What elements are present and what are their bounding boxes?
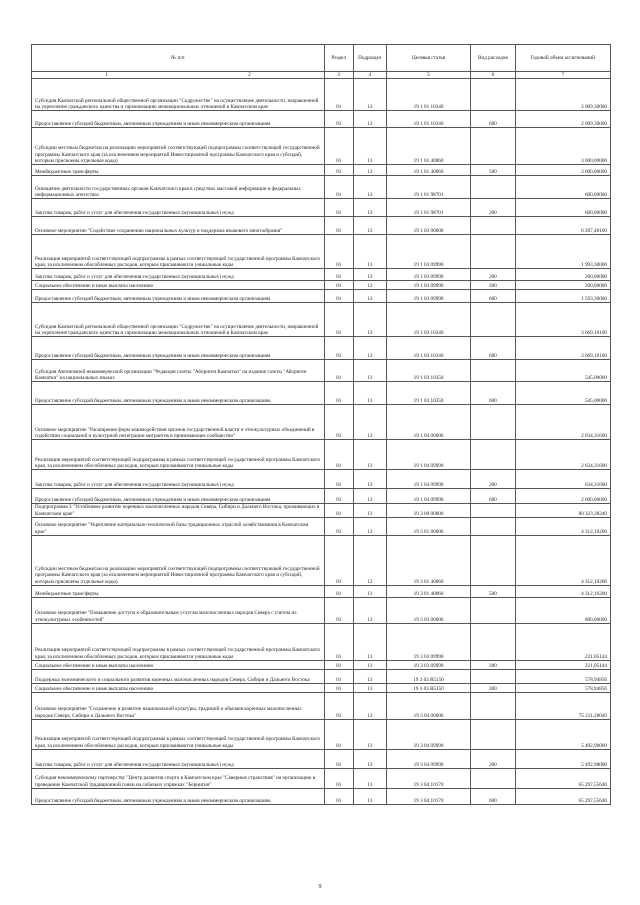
table-row: [32, 337, 611, 360]
row-expense-type: 500: [471, 585, 515, 597]
row-name: Предоставление субсидий бюджетным, автономным учреждениям и иным некоммерческим организациям: [32, 111, 325, 128]
row-target-article: 19 1 04 00000: [386, 405, 470, 440]
row-amount: 3 000,00000: [515, 128, 610, 165]
table-row: [32, 360, 611, 382]
table-row: [32, 623, 611, 660]
row-name: Субсидия Автономной некоммерческой организации "Редакция газеты "Абориген Камчатки" на издание газеты "Абориген Камчатки" на национальных языках: [32, 360, 325, 382]
row-podrazdel: 13: [353, 405, 386, 440]
column-number-row: [32, 72, 611, 79]
table-row: [32, 281, 611, 290]
row-name: Реализация мероприятий соответствующей подпрограммы в рамках соответствующей государственной программы Камчатского края, за исключением обособленных расходов, которым присваиваются уникальные коды: [32, 440, 325, 470]
table-row: [32, 504, 611, 518]
row-expense-type: 200: [471, 269, 515, 281]
row-amount: 600,00000: [515, 176, 610, 199]
row-amount: 2 634,31600: [515, 440, 610, 470]
row-razdel: 01: [324, 269, 353, 281]
row-target-article: 19 3 04 10170: [386, 788, 470, 804]
row-target-article: 19 3 03 09990: [386, 660, 470, 669]
row-razdel: 01: [324, 535, 353, 585]
row-amount: 578,94856: [515, 683, 610, 692]
row-expense-type: 300: [471, 281, 515, 290]
row-target-article: 19 1 04 09990: [386, 440, 470, 470]
row-podrazdel: 13: [353, 281, 386, 290]
row-amount: 65 297,55640: [515, 768, 610, 788]
row-target-article: 19 1 03 10340: [386, 337, 470, 360]
row-target-article: 19 3 00 00000: [386, 504, 470, 518]
row-name: Социальное обеспечение и иные выплаты населению: [32, 281, 325, 290]
table-row: [32, 749, 611, 768]
row-razdel: 01: [324, 79, 353, 111]
row-amount: 80 323,38240: [515, 504, 610, 518]
row-razdel: 01: [324, 683, 353, 692]
row-amount: 2 634,31600: [515, 405, 610, 440]
row-amount: 6 207,40100: [515, 217, 610, 235]
table-row: [32, 199, 611, 217]
row-podrazdel: 13: [353, 585, 386, 597]
row-expense-type: [471, 504, 515, 518]
row-expense-type: [471, 303, 515, 337]
row-name: Субсидии местным бюджетам на реализацию мероприятий соответствующей подпрограммы соответствующей государственной программы Камчатского края (за исключением мероприятий Инвестиционной программы Камчатского края и субсидий, которым присвоены отдельные коды): [32, 535, 325, 585]
row-razdel: 01: [324, 111, 353, 128]
row-amount: 200,00000: [515, 269, 610, 281]
row-podrazdel: 13: [353, 360, 386, 382]
row-amount: 2 009,30000: [515, 79, 610, 111]
row-podrazdel: 13: [353, 337, 386, 360]
table-row: [32, 405, 611, 440]
column-number: 3: [324, 72, 353, 79]
row-expense-type: 200: [471, 199, 515, 217]
row-expense-type: [471, 235, 515, 269]
header-expense-type: Вид расходов: [471, 45, 515, 72]
table-row: [32, 235, 611, 269]
row-target-article: 19 1 03 09990: [386, 290, 470, 303]
header-annual-amount: Годовой объем ассигнований: [515, 45, 610, 72]
row-razdel: 01: [324, 470, 353, 489]
row-razdel: 01: [324, 788, 353, 804]
row-podrazdel: 13: [353, 749, 386, 768]
row-target-article: 19 1 01 40060: [386, 165, 470, 176]
row-razdel: 01: [324, 405, 353, 440]
row-target-article: 19 1 01 10340: [386, 111, 470, 128]
row-target-article: 19 1 03 00000: [386, 217, 470, 235]
row-target-article: 19 3 04 10170: [386, 768, 470, 788]
row-razdel: 01: [324, 597, 353, 623]
row-podrazdel: 13: [353, 768, 386, 788]
row-razdel: 01: [324, 768, 353, 788]
row-expense-type: [471, 692, 515, 719]
row-expense-type: 600: [471, 788, 515, 804]
row-expense-type: [471, 535, 515, 585]
column-number: 6: [471, 72, 515, 79]
table-row: [32, 768, 611, 788]
row-target-article: 19 1 01 10340: [386, 79, 470, 111]
table-row: [32, 683, 611, 692]
column-number: 1 2: [32, 72, 325, 79]
row-target-article: 19 3 01 00000: [386, 517, 470, 535]
row-amount: 545,00000: [515, 382, 610, 405]
row-expense-type: 200: [471, 749, 515, 768]
row-razdel: 01: [324, 382, 353, 405]
row-target-article: 19 3 04 09990: [386, 719, 470, 749]
row-amount: 5 492,98000: [515, 719, 610, 749]
row-razdel: 01: [324, 176, 353, 199]
row-razdel: 01: [324, 235, 353, 269]
table-header-row: [32, 45, 611, 72]
row-name: Основное мероприятие "Расширение форм взаимодействия органов государственной власти и этнокультурных объединений в содействии социальной и культурной интеграции мигрантов в принимающее сообщество": [32, 405, 325, 440]
table-row: [32, 290, 611, 303]
row-podrazdel: 13: [353, 269, 386, 281]
header-razdel: Раздел: [324, 45, 353, 72]
row-razdel: 01: [324, 504, 353, 518]
row-amount: 4 312,10200: [515, 517, 610, 535]
row-razdel: 01: [324, 360, 353, 382]
row-amount: 2 000,00000: [515, 489, 610, 504]
row-podrazdel: 13: [353, 303, 386, 337]
row-name: Освещение деятельности государственных органов Камчатского края в средствах массовой информации в федеральных информационных агентствах: [32, 176, 325, 199]
row-amount: 578,94856: [515, 669, 610, 683]
row-name: Основное мероприятие "Сохранение и развитие национальной культуры, традиций и обычаев коренных малочисленных народов Севера, Сибири и Дальнего Востока": [32, 692, 325, 719]
row-podrazdel: 13: [353, 597, 386, 623]
row-name: Межбюджетные трансферты: [32, 165, 325, 176]
row-name: Реализация мероприятий соответствующей подпрограммы в рамках соответствующей государственной программы Камчатского края, за исключением обособленных расходов, которым присваиваются уникальные коды: [32, 623, 325, 660]
row-target-article: 19 1 01 40060: [386, 128, 470, 165]
row-expense-type: [471, 623, 515, 660]
column-number: 4: [353, 72, 386, 79]
row-razdel: 01: [324, 128, 353, 165]
row-amount: 3 669,10100: [515, 303, 610, 337]
row-target-article: 19 1 01 98701: [386, 176, 470, 199]
table-row: [32, 176, 611, 199]
table-row: [32, 788, 611, 804]
row-name: Социальное обеспечение и иные выплаты населению: [32, 683, 325, 692]
row-target-article: 19 3 01 40060: [386, 585, 470, 597]
row-podrazdel: 13: [353, 692, 386, 719]
table-row: [32, 660, 611, 669]
table-row: [32, 79, 611, 111]
row-razdel: 01: [324, 660, 353, 669]
table-row: [32, 269, 611, 281]
row-expense-type: [471, 440, 515, 470]
row-podrazdel: 13: [353, 199, 386, 217]
row-expense-type: [471, 128, 515, 165]
table-row: [32, 111, 611, 128]
row-expense-type: [471, 597, 515, 623]
page-number: 9: [318, 884, 322, 890]
row-target-article: 19 1 04 09990: [386, 489, 470, 504]
row-name: Субсидия некоммерческому партнерству "Центр развития спорта в Камчатском крае "Северные странствия" на организацию и проведение Камчатской традиционной гонки на собачьих упряжках "Берингия": [32, 768, 325, 788]
row-expense-type: 500: [471, 165, 515, 176]
row-razdel: 01: [324, 489, 353, 504]
row-podrazdel: 13: [353, 217, 386, 235]
row-name: Закупка товаров, работ и услуг для обеспечения государственных (муниципальных) нужд: [32, 470, 325, 489]
row-amount: 1 593,30000: [515, 290, 610, 303]
row-name: Предоставление субсидий бюджетным, автономным учреждениям и иным некоммерческим организациям: [32, 290, 325, 303]
row-amount: 2 009,30000: [515, 111, 610, 128]
row-razdel: 01: [324, 165, 353, 176]
row-podrazdel: 13: [353, 504, 386, 518]
row-name: Закупка товаров, работ и услуг для обеспечения государственных (муниципальных) нужд: [32, 199, 325, 217]
row-razdel: 01: [324, 303, 353, 337]
row-name: Подпрограмма 3 "Устойчивое развитие коренных малочисленных народов Севера, Сибири и Дальнего Востока, проживающих в Камчатском крае": [32, 504, 325, 518]
row-razdel: 01: [324, 199, 353, 217]
row-name: Субсидия Камчатской региональной общественной организации "Содружество" на осуществление деятельности, направленной на укрепление гражданского единства и гармонизацию межнациональных отношений в Камчатском крае: [32, 79, 325, 111]
row-expense-type: [471, 176, 515, 199]
row-name: Реализация мероприятий соответствующей подпрограммы в рамках соответствующей государственной программы Камчатского края, за исключением обособленных расходов, которым присваиваются уникальные коды: [32, 719, 325, 749]
table-row: [32, 382, 611, 405]
row-name: Основное мероприятие "Содействие сохранению национальных культур и поддержка языкового многообразия": [32, 217, 325, 235]
table-row: [32, 440, 611, 470]
row-podrazdel: 13: [353, 165, 386, 176]
row-podrazdel: 13: [353, 489, 386, 504]
table-row: [32, 470, 611, 489]
row-amount: 4 312,10200: [515, 535, 610, 585]
row-podrazdel: 13: [353, 683, 386, 692]
row-amount: 3 000,00000: [515, 165, 610, 176]
row-name: Предоставление субсидий бюджетным, автономным учреждениям и иным некоммерческим организациям: [32, 788, 325, 804]
row-target-article: 19 1 03 09990: [386, 235, 470, 269]
row-razdel: 01: [324, 692, 353, 719]
row-expense-type: 600: [471, 337, 515, 360]
table-row: [32, 535, 611, 585]
row-razdel: 01: [324, 719, 353, 749]
row-podrazdel: 13: [353, 235, 386, 269]
row-razdel: 01: [324, 281, 353, 290]
header-num: № п/п: [32, 45, 325, 72]
row-podrazdel: 13: [353, 788, 386, 804]
row-podrazdel: 13: [353, 382, 386, 405]
header-podrazdel: Подраздел: [353, 45, 386, 72]
row-amount: 75 211,28040: [515, 692, 610, 719]
row-target-article: 19 1 04 09990: [386, 470, 470, 489]
column-number: 5: [386, 72, 470, 79]
row-amount: 545,00000: [515, 360, 610, 382]
row-podrazdel: 13: [353, 290, 386, 303]
row-target-article: 19 1 03 10350: [386, 382, 470, 405]
row-amount: 221,05144: [515, 660, 610, 669]
row-expense-type: 300: [471, 683, 515, 692]
row-target-article: 19 3 03 R5150: [386, 669, 470, 683]
row-expense-type: [471, 405, 515, 440]
row-name: Межбюджетные трансферты: [32, 585, 325, 597]
row-podrazdel: 13: [353, 470, 386, 489]
row-target-article: 19 3 03 R5150: [386, 683, 470, 692]
row-razdel: 01: [324, 517, 353, 535]
table-row: [32, 597, 611, 623]
row-podrazdel: 13: [353, 660, 386, 669]
row-amount: 3 669,10100: [515, 337, 610, 360]
row-name: Субсидии местным бюджетам на реализацию мероприятий соответствующей подпрограммы соответствующей государственной программы Камчатского края (за исключением мероприятий Инвестиционной программы Камчатского края и субсидий, которым присвоены отдельные коды): [32, 128, 325, 165]
row-podrazdel: 13: [353, 535, 386, 585]
row-podrazdel: 13: [353, 79, 386, 111]
row-razdel: 01: [324, 623, 353, 660]
row-podrazdel: 13: [353, 176, 386, 199]
row-target-article: 19 3 04 09990: [386, 749, 470, 768]
row-expense-type: [471, 719, 515, 749]
row-target-article: 19 3 03 09990: [386, 623, 470, 660]
row-expense-type: [471, 217, 515, 235]
row-razdel: 01: [324, 749, 353, 768]
row-amount: 200,00000: [515, 281, 610, 290]
row-target-article: 19 1 03 10350: [386, 360, 470, 382]
row-expense-type: [471, 669, 515, 683]
row-expense-type: 600: [471, 382, 515, 405]
row-amount: 221,05144: [515, 623, 610, 660]
row-name: Основное мероприятие "Укрепление материально-технической базы традиционных отраслей хозяйствования в Камчатском крае": [32, 517, 325, 535]
row-expense-type: [471, 79, 515, 111]
row-name: Закупка товаров, работ и услуг для обеспечения государственных (муниципальных) нужд: [32, 269, 325, 281]
row-name: Закупка товаров, работ и услуг для обеспечения государственных (муниципальных) нужд: [32, 749, 325, 768]
row-expense-type: 300: [471, 660, 515, 669]
table-body: [32, 79, 611, 805]
row-amount: 5 492,98000: [515, 749, 610, 768]
row-podrazdel: 13: [353, 669, 386, 683]
table-row: [32, 719, 611, 749]
row-expense-type: 600: [471, 489, 515, 504]
row-target-article: 19 1 03 09990: [386, 281, 470, 290]
row-name: Реализация мероприятий соответствующей подпрограммы в рамках соответствующей государственной программы Камчатского края, за исключением обособленных расходов, которым присваиваются уникальные коды: [32, 235, 325, 269]
table-row: [32, 217, 611, 235]
row-name: Субсидия Камчатской региональной общественной организации "Содружество" на осуществление деятельности, направленной на укрепление гражданского единства и гармонизацию межнациональных отношений в Камчатском крае: [32, 303, 325, 337]
row-expense-type: [471, 517, 515, 535]
row-expense-type: 600: [471, 290, 515, 303]
row-amount: 800,00000: [515, 597, 610, 623]
table-row: [32, 692, 611, 719]
row-name: Основное мероприятие "Повышение доступа к образовательным услугам малочисленных народов Севера с учетом их этнокультурных особенностей": [32, 597, 325, 623]
table-row: [32, 489, 611, 504]
row-name: Предоставление субсидий бюджетным, автономным учреждениям и иным некоммерческим организациям: [32, 489, 325, 504]
row-target-article: 19 3 04 00000: [386, 692, 470, 719]
row-name: Поддержка экономического и социального развития коренных малочисленных народов Севера, Сибири и Дальнего Востока: [32, 669, 325, 683]
row-podrazdel: 13: [353, 128, 386, 165]
row-target-article: 19 1 01 98701: [386, 199, 470, 217]
row-expense-type: 200: [471, 470, 515, 489]
table-row: [32, 517, 611, 535]
row-expense-type: [471, 360, 515, 382]
table-row: [32, 585, 611, 597]
row-expense-type: [471, 768, 515, 788]
row-target-article: 19 1 03 10340: [386, 303, 470, 337]
row-razdel: 01: [324, 337, 353, 360]
table-row: [32, 128, 611, 165]
row-podrazdel: 13: [353, 517, 386, 535]
row-amount: 1 993,30000: [515, 235, 610, 269]
row-podrazdel: 13: [353, 111, 386, 128]
row-amount: 65 297,55640: [515, 788, 610, 804]
table-row: [32, 165, 611, 176]
row-expense-type: 600: [471, 111, 515, 128]
row-name: Предоставление субсидий бюджетным, автономным учреждениям и иным некоммерческим организациям: [32, 382, 325, 405]
row-target-article: 19 3 01 40060: [386, 535, 470, 585]
column-number: 7: [515, 72, 610, 79]
row-podrazdel: 13: [353, 440, 386, 470]
row-amount: 4 312,10200: [515, 585, 610, 597]
table-row: [32, 303, 611, 337]
row-razdel: 01: [324, 290, 353, 303]
row-name: Предоставление субсидий бюджетным, автономным учреждениям и иным некоммерческим организациям: [32, 337, 325, 360]
row-podrazdel: 13: [353, 623, 386, 660]
row-target-article: 19 3 03 00000: [386, 597, 470, 623]
budget-table: [31, 44, 611, 805]
header-target-article: Целевая статья: [386, 45, 470, 72]
row-name: Социальное обеспечение и иные выплаты населению: [32, 660, 325, 669]
row-razdel: 01: [324, 585, 353, 597]
row-razdel: 01: [324, 440, 353, 470]
row-target-article: 19 1 03 09990: [386, 269, 470, 281]
row-razdel: 01: [324, 669, 353, 683]
row-podrazdel: 13: [353, 719, 386, 749]
row-amount: 634,31600: [515, 470, 610, 489]
table-row: [32, 669, 611, 683]
row-amount: 600,00000: [515, 199, 610, 217]
row-razdel: 01: [324, 217, 353, 235]
